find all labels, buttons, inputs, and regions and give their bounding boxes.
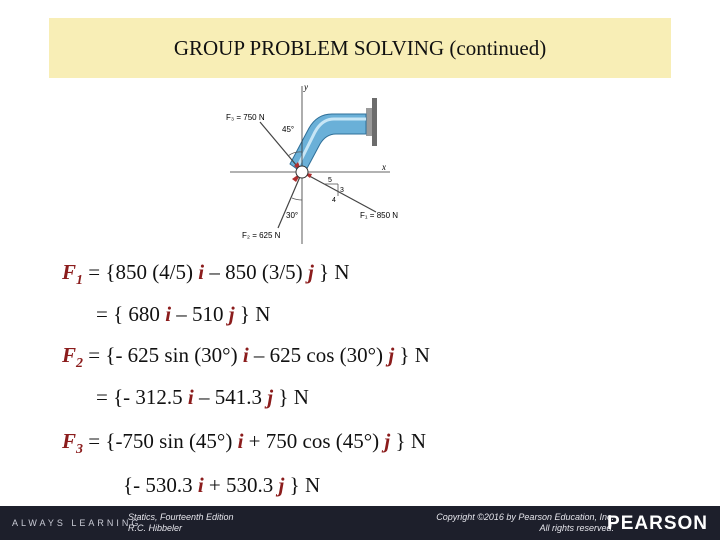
force-diagram [220, 78, 410, 248]
slope-label-3: 3 [340, 187, 344, 194]
equation-f3: $F_3 = \{-750$ sin (45°) i + 750 cos (45°) j } N [62, 429, 426, 458]
book-info [128, 512, 234, 534]
f3-symbol: $F_3$ [62, 429, 84, 458]
unit-i: i [242, 343, 249, 367]
slope-label-4: 4 [332, 197, 336, 204]
f1-symbol: $F_1$ [62, 260, 84, 289]
copyright-line-2: All rights reserved. [539, 523, 614, 533]
copyright [436, 512, 614, 534]
unit-j: j [384, 429, 391, 453]
brand-tagline: ALWAYS LEARNING [12, 518, 142, 528]
unit-i: i [237, 429, 244, 453]
f1-label: F₁ = 850 N [360, 211, 399, 220]
copyright-line-1: Copyright ©2016 by Pearson Education, Inc. [436, 512, 614, 522]
unit-j: j [388, 343, 395, 367]
pipe-body [290, 114, 366, 174]
origin-point [296, 166, 308, 178]
f2-label: F₂ = 625 N [242, 231, 281, 240]
unit-i: i [198, 260, 205, 284]
f2-angle-label: 30° [286, 211, 299, 220]
book-title: Statics, Fourteenth Edition [128, 512, 234, 522]
unit-j: j [228, 302, 235, 326]
title-banner [49, 18, 671, 78]
unit-i: i [197, 473, 204, 497]
unit-j: j [278, 473, 285, 497]
equation-f3-result: {- 530.3 i + 530.3 j } N [123, 473, 321, 497]
f2-angle-arc [292, 198, 302, 200]
f2-symbol: $F_2$ [62, 343, 84, 372]
f1-line [302, 172, 376, 212]
equation-f1-result: = { 680 i – 510 j } N [96, 302, 271, 326]
slope-label-5: 5 [328, 177, 332, 184]
wall-flange [366, 108, 372, 136]
wall-support [372, 98, 377, 146]
footer-bar [0, 506, 720, 540]
pearson-logo: PEARSON [607, 513, 708, 534]
f3-angle-label: 45° [282, 125, 295, 134]
f3-label: F₃ = 750 N [226, 113, 265, 122]
slide-title: GROUP PROBLEM SOLVING (continued) [173, 36, 547, 60]
unit-j: j [267, 385, 274, 409]
equation-f1: $F_1 = \{850$ (4/5) i – 850 (3/5) j } N [62, 260, 350, 289]
pipe-force-figure [220, 78, 410, 248]
book-author: R.C. Hibbeler [128, 523, 183, 533]
unit-i: i [165, 302, 172, 326]
equation-f2: $F_2$ = {- 625 sin (30°) i – 625 cos (30°) j } N [62, 343, 430, 372]
unit-j: j [307, 260, 314, 284]
y-axis-label: y [304, 82, 308, 92]
unit-i: i [187, 385, 194, 409]
x-axis-label: x [382, 162, 386, 172]
equation-f2-result: = {- 312.5 i – 541.3 j } N [96, 385, 309, 409]
